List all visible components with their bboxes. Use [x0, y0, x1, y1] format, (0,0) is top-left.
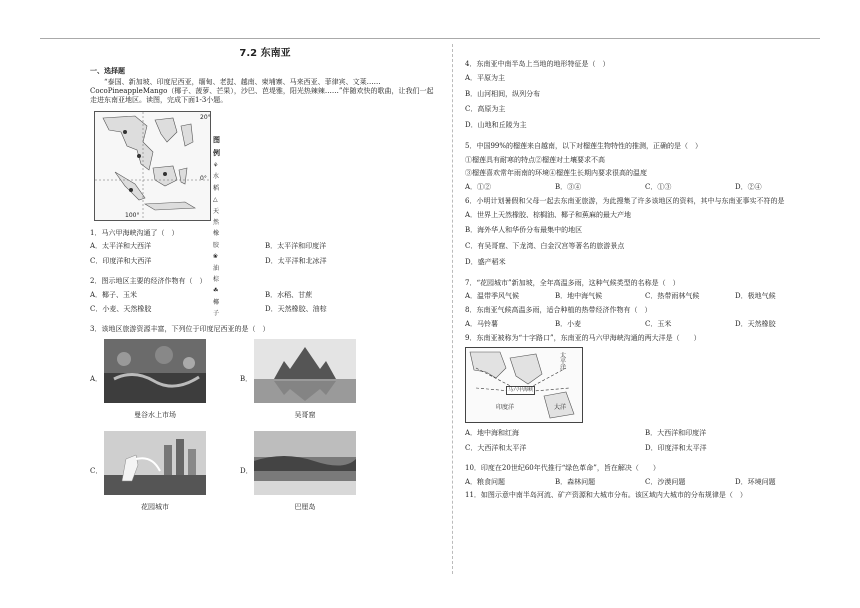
angkor-wat-photo	[254, 339, 356, 403]
question-2: 2．图示地区主要的经济作物有（ ）	[90, 276, 207, 285]
q10-options	[465, 478, 825, 487]
q9-option-a[interactable]: A．地中海和红海	[465, 429, 520, 438]
q3-option-a[interactable]: A． 曼谷水上市场	[90, 339, 240, 431]
map-drawing	[95, 112, 210, 220]
q4-option-c[interactable]: C．高原为主	[465, 105, 506, 114]
q6-option-c[interactable]: C．有吴哥窟、下龙湾、白金汉宫等著名的旅游景点	[465, 242, 625, 250]
q7-options	[465, 292, 825, 301]
page-title: 7.2 东南亚	[239, 48, 291, 59]
q5-options	[465, 183, 825, 192]
legend-coconut: ☘ 椰子	[213, 287, 220, 318]
lon-100-label: 100°	[125, 211, 140, 219]
malacca-strait-map	[465, 347, 583, 423]
q5-option-a[interactable]: A．①②	[465, 183, 492, 191]
intro-paragraph: “泰国、新加坡、印度尼西亚，缅甸、老挝、越南、柬埔寨、马来西亚、菲律宾、文莱……CocoPineappleMango（椰子、菠萝、芒果），沙巴、芭堤雅，阳光热辣辣……”伴随欢快的歌曲，让我们一起走进东南亚地区。读图，完成下面1-3小题。	[90, 78, 434, 104]
q6-options	[465, 211, 825, 274]
q1-option-c[interactable]: C．印度洋和大西洋	[90, 257, 152, 265]
q9-option-d[interactable]: D．印度洋和太平洋	[645, 444, 707, 452]
q7-option-a[interactable]: A．温带季风气候	[465, 292, 520, 301]
label-malacca: 马六甲海峡	[508, 387, 534, 394]
left-column	[90, 48, 440, 523]
q7-option-d[interactable]: D．极地气候	[735, 292, 776, 301]
q1-option-a[interactable]: A．太平洋和大西洋	[90, 242, 152, 251]
q7-option-b[interactable]: B．地中海气候	[555, 292, 603, 301]
legend-oilpalm: ❀ 油棕	[213, 253, 220, 283]
q7-option-c[interactable]: C．热带雨林气候	[645, 292, 700, 301]
q5-option-b[interactable]: B．③④	[555, 183, 582, 191]
q8-option-d[interactable]: D．天然橡胶	[735, 319, 776, 328]
floating-market-photo	[104, 339, 206, 403]
q2-option-d[interactable]: D．天然橡胶、油棕	[265, 305, 327, 314]
q8-option-c[interactable]: C．玉米	[645, 319, 672, 328]
caption-angkor-wat: 吴哥窟	[294, 410, 316, 419]
lat-0-label: 0°	[200, 174, 207, 182]
q4-options	[465, 74, 825, 137]
question-6: 6．小明计划暑假和父母一起去东南亚旅游，为此搜集了许多该地区的资料，其中与东南亚事实不符的是	[465, 196, 785, 205]
q3-option-b[interactable]: B． 吴哥窟	[240, 339, 390, 431]
label-ocean: 大洋	[554, 404, 567, 412]
q10-option-d[interactable]: D．环境问题	[735, 477, 776, 486]
q2-option-c[interactable]: C．小麦、天然橡胶	[90, 305, 152, 314]
column-divider	[452, 44, 453, 574]
q5-option-c[interactable]: C．①③	[645, 183, 672, 191]
question-4: 4．东南亚中南半岛上当地的地形特征是（ ）	[465, 60, 610, 68]
right-column	[465, 60, 825, 505]
legend-rubber: △ 天然橡胶	[213, 196, 220, 249]
question-8: 8．东南亚气候高温多雨，适合种植的热带经济作物有（ ）	[465, 306, 652, 314]
q6-option-b[interactable]: B．海外华人和华侨分布最集中的地区	[465, 226, 583, 235]
bali-photo	[254, 431, 356, 495]
q5-statement-1: ①榴莲具有耐寒的特点②榴莲对土壤要求不高	[465, 155, 605, 164]
q2-options	[90, 291, 440, 321]
caption-bali: 巴厘岛	[294, 502, 316, 511]
q3-option-d[interactable]: D． 巴厘岛	[240, 431, 390, 523]
question-5: 5．中国99%的榴莲来自越南，以下对榴莲生物特性的推测，正确的是（ ）	[465, 141, 703, 150]
caption-garden-city: 花园城市	[141, 502, 169, 511]
q4-option-d[interactable]: D．山地和丘陵为主	[465, 121, 527, 129]
q3-picture-options	[90, 339, 390, 523]
merlion-photo	[104, 431, 206, 495]
question-9: 9．东南亚被称为“十字路口”，东南亚的马六甲海峡沟通的两大洋是（ ）	[465, 333, 701, 342]
header-rule	[40, 38, 820, 39]
q9-options	[465, 429, 825, 459]
question-10: 10．印度在20世纪60年代推行“绿色革命”，旨在解决（ ）	[465, 463, 660, 472]
q8-option-a[interactable]: A．马铃薯	[465, 319, 499, 328]
q1-option-d[interactable]: D．太平洋和北冰洋	[265, 257, 327, 265]
map-legend	[213, 134, 220, 320]
legend-rice: ⚘ 水稻	[213, 162, 220, 192]
legend-title: 图例	[213, 135, 220, 157]
q2-option-b[interactable]: B．水稻、甘蔗	[265, 290, 313, 299]
question-11: 11．如图示意中南半岛河流、矿产资源和大城市分布。该区域内大城市的分布规律是（ ）	[465, 491, 747, 500]
q6-option-d[interactable]: D．盛产稻米	[465, 257, 506, 266]
q1-option-b[interactable]: B．太平洋和印度洋	[265, 242, 327, 251]
question-7: 7．“花园城市”新加坡，全年高温多雨，这种气候类型的名称是（ ）	[465, 278, 680, 287]
q10-option-b[interactable]: B．森林问题	[555, 477, 596, 486]
q4-option-b[interactable]: B．山河相间，纵列分布	[465, 89, 541, 98]
q5-option-d[interactable]: D．②④	[735, 183, 762, 191]
q10-option-a[interactable]: A．粮食问题	[465, 477, 506, 486]
section-heading: 一、选择题	[90, 66, 125, 75]
q3-option-c[interactable]: C． 花园城市	[90, 431, 240, 523]
q2-option-a[interactable]: A．椰子、玉米	[90, 290, 138, 299]
q5-statement-2: ③榴莲喜欢常年雨南的环境④榴莲生长期内要求很高的温度	[465, 169, 647, 178]
q9-option-b[interactable]: B．大西洋和印度洋	[645, 429, 707, 438]
q1-options	[90, 242, 440, 272]
label-indian-ocean: 印度洋	[496, 404, 515, 412]
q4-option-a[interactable]: A．平原为主	[465, 73, 506, 82]
q8-option-b[interactable]: B．小麦	[555, 319, 582, 328]
caption-floating-market: 曼谷水上市场	[134, 410, 176, 419]
q9-option-c[interactable]: C．大西洋和太平洋	[465, 444, 527, 452]
q8-options	[465, 320, 825, 329]
label-pacific: 太平洋	[558, 352, 566, 371]
lat-20-label: 20°	[200, 113, 211, 121]
q10-option-c[interactable]: C．沙漠问题	[645, 477, 686, 486]
question-3: 3．该地区旅游资源丰富，下列位于印度尼西亚的是（ ）	[90, 325, 270, 333]
q6-option-a[interactable]: A．世界上天然橡胶、棕榈油、椰子和蕉麻的最大产地	[465, 210, 632, 219]
question-1: 1．马六甲海峡沟通了（ ）	[90, 228, 179, 237]
